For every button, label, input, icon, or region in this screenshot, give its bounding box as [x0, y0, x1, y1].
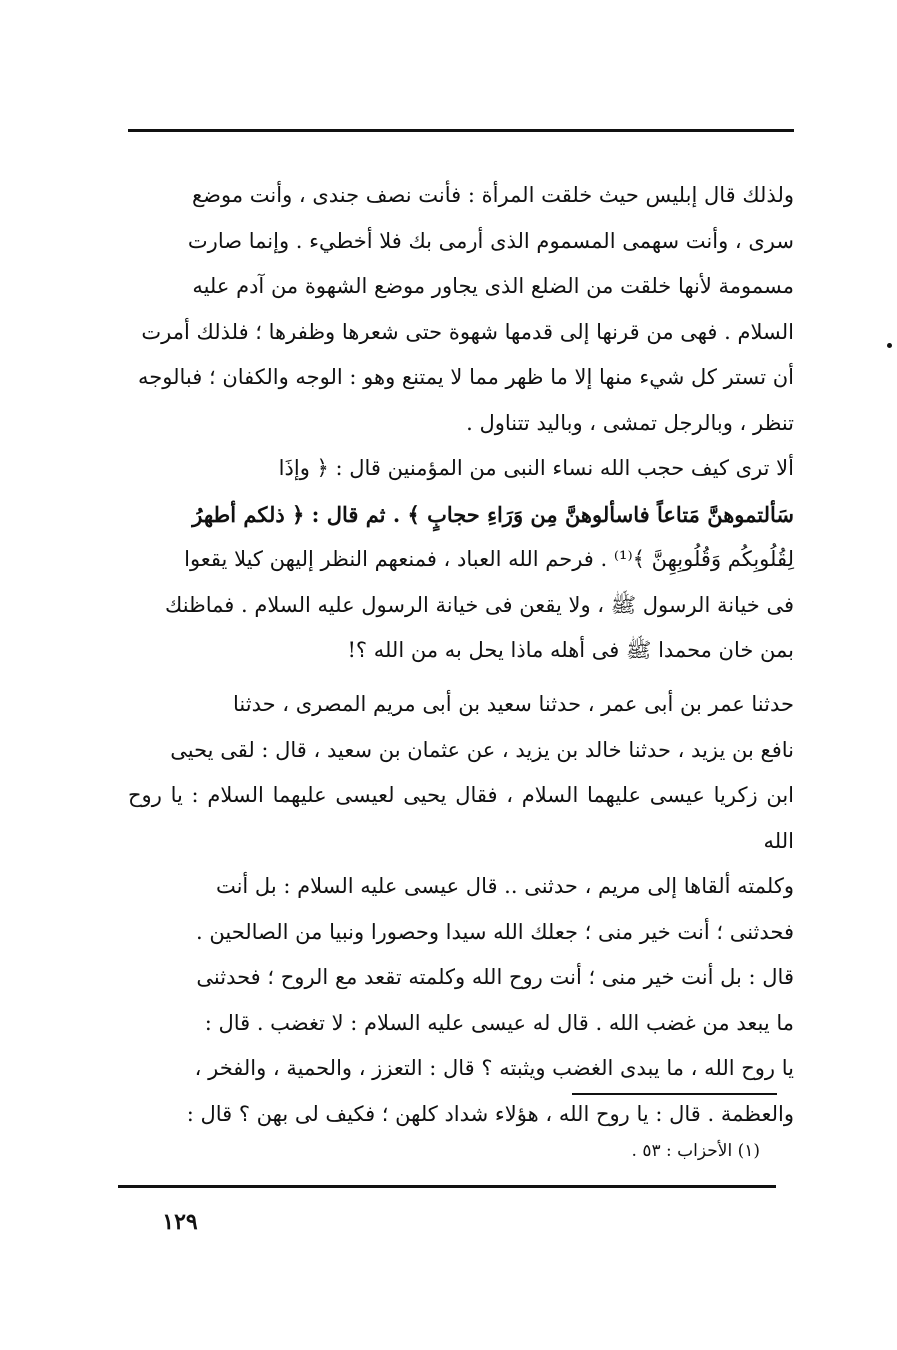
paragraph-1 [128, 173, 794, 446]
margin-dot [887, 343, 892, 348]
text-line: فى خيانة الرسول ﷺ ، ولا يقعن فى خيانة الرسول عليه السلام . فماظنك [165, 592, 794, 617]
text-line: فحدثنى ؛ أنت خير منى ؛ جعلك الله سيدا وحصورا ونبيا من الصالحين . [196, 919, 794, 944]
paragraph-2 [128, 446, 794, 674]
text-line: وكلمته ألقاها إلى مريم ، حدثنى .. قال عيسى عليه السلام : بل أنت [215, 874, 794, 898]
text-line: بمن خان محمدا ﷺ فى أهله ماذا يحل به من الله ؟! [347, 638, 794, 662]
text-line: سرى ، وأنت سهمى المسموم الذى أرمى بك فلا أخطيء . وإنما صارت [187, 228, 794, 253]
paragraph-3 [128, 682, 794, 1137]
top-rule [128, 129, 794, 132]
text-line: ما يبعد من غضب الله . قال له عيسى عليه السلام : لا تغضب . قال : [204, 1010, 794, 1035]
text-line: نافع بن يزيد ، حدثنا خالد بن يزيد ، عن عثمان بن سعيد ، قال : لقى يحيى [170, 737, 794, 762]
text-line: سَألتموهنَّ مَتاعاً فاسألوهنَّ مِن وَرَاءِ حجابٍ ﴾ . ثم قال : ﴿ ذلكم أطهرُ [192, 501, 794, 527]
text-line: ألا ترى كيف حجب الله نساء النبى من المؤمنين قال : ﴿ وإذَا [278, 456, 794, 480]
text-line: ولذلك قال إبليس حيث خلقت المرأة : فأنت نصف جندى ، وأنت موضع [192, 183, 794, 207]
text-line: لِقُلُوبِكُم وَقُلُوبِهِنَّ ﴾⁽¹⁾ . فرحم الله العباد ، فمنعهم النظر إليهن كيلا يقعوا [184, 547, 794, 571]
footnote: (١) الأحزاب : ٥٣ . [631, 1141, 760, 1161]
text-line: السلام . فهى من قرنها إلى قدمها شهوة حتى شعرها وظفرها ؛ فلذلك أمرت [141, 319, 794, 344]
text-line: والعظمة . قال : يا روح الله ، هؤلاء شداد كلهن ؛ فكيف لى بهن ؟ قال : [186, 1101, 794, 1126]
text-line: حدثنا عمر بن أبى عمر ، حدثنا سعيد بن أبى مريم المصرى ، حدثنا [233, 692, 794, 716]
text-line: يا روح الله ، ما يبدى الغضب ويثبته ؟ قال : التعزز ، والحمية ، والفخر ، [194, 1056, 794, 1080]
page-number: ١٢٩ [162, 1209, 198, 1235]
text-line: أن تستر كل شيء منها إلا ما ظهر مما لا يمتنع وهو : الوجه والكفان ؛ فبالوجه [138, 365, 794, 389]
text-line: قال : بل أنت خير منى ؛ أنت روح الله وكلمته تقعد مع الروح ؛ فحدثنى [196, 965, 794, 989]
text-line: ابن زكريا عيسى عليهما السلام ، فقال يحيى لعيسى عليهما السلام : يا روح الله [128, 783, 794, 853]
bottom-rule [118, 1185, 776, 1188]
footnote-rule [572, 1093, 777, 1095]
text-line: تنظر ، وبالرجل تمشى ، وباليد تتناول . [466, 410, 794, 435]
text-line: مسمومة لأنها خلقت من الضلع الذى يجاور موضع الشهوة من آدم عليه [192, 274, 794, 298]
